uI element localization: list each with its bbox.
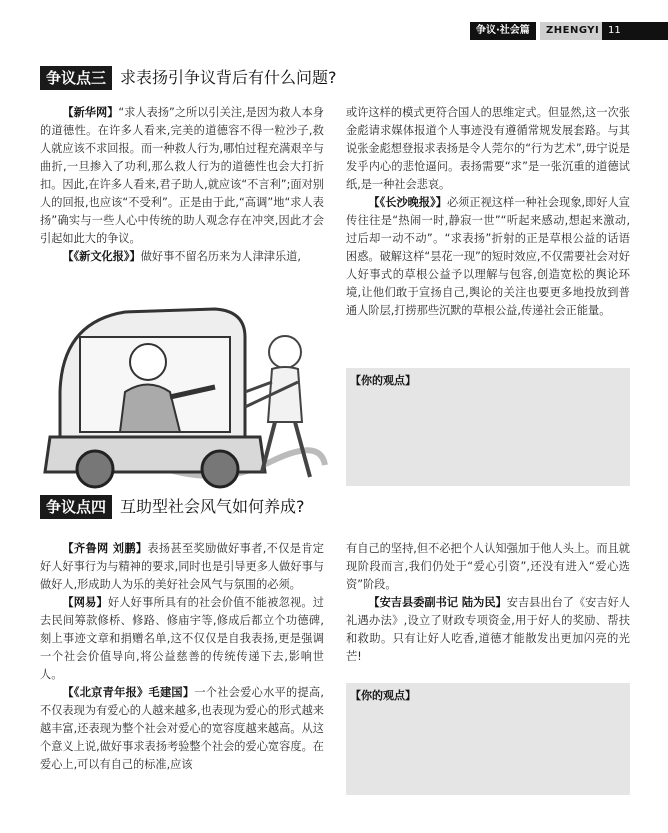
section3-label: 争议点三 — [40, 66, 112, 90]
section4-heading — [40, 495, 305, 519]
paragraph-text: 有自己的坚持,但不必把个人认知强加于他人头上。而且就现阶段而言,我们仍处于“爱心引资”,还没有进入“爱心选资”阶段。 — [346, 542, 630, 591]
paragraph — [40, 540, 324, 594]
paragraph-text: 一个社会爱心水平的提高,不仅表现为有爱心的人越来越多,也表现为爱心的形式越来越丰富,还表现为整个社会对爱心的宽容度越来越高。从这个意义上说,做好事求表扬考验整个社会的爱心宽容度。在爱心上,可以有自己的标准,应该 — [40, 686, 324, 771]
paragraph — [40, 104, 324, 248]
section3-title: 求表扬引争议背后有什么问题? — [120, 68, 337, 87]
source-label: 【《北京青年报》毛建国】 — [62, 686, 195, 699]
car-pushing-cartoon-icon — [40, 297, 330, 497]
cartoon-illustration — [40, 297, 330, 497]
source-label: 【齐鲁网 刘鹏】 — [62, 542, 148, 555]
page-header — [470, 22, 668, 40]
section4-right-column — [346, 540, 630, 666]
column-name: ZHENGYI — [540, 22, 605, 40]
paragraph — [346, 194, 630, 320]
column-tag: 争议·社会篇 — [470, 22, 536, 40]
paragraph-text: 或许这样的模式更符合国人的思维定式。但显然,这一次张金彪请求媒体报道个人事迹没有遵循常规发展套路。与其说张金彪想登报求表扬是令人莞尔的“行为艺术”,毋宁说是发乎内心的悲怆逼问。表扬需要“求”是一张沉重的道德试纸,是一种社会悲哀。 — [346, 106, 630, 191]
section3-left-column — [40, 104, 324, 266]
paragraph-text: “求人表扬”之所以引关注,是因为救人本身的道德性。在许多人看来,完美的道德容不得一粒沙子,救人就应该不求回报。而一种救人行为,哪怕过程充满艰辛与曲折,一旦掺入了功利,那么救人行为的道德性也会大打折扣。因此,在许多人看来,君子助人,就应该“不言利”;面对别人的回报,也应该“不受利”。正是由于此,“高调”地“求人表扬”确实与一些人心中传统的助人观念存在冲突,因此才会引起如此大的争议。 — [40, 106, 324, 245]
section4-left-column — [40, 540, 324, 774]
opinion-label: 【你的观点】 — [350, 374, 416, 387]
section4-title: 互助型社会风气如何养成? — [120, 497, 305, 516]
paragraph-text: 好人好事所具有的社会价值不能被忽视。过去民间筹款修桥、修路、修庙宇等,修成后都立个功德碑,刻上事迹文章和捐赠名单,这不仅仅是自我表扬,更是强调一个社会价值导向,将公益慈善的传统传递下去,影响世人。 — [40, 596, 324, 681]
paragraph-text: 安吉县出台了《安吉好人礼遇办法》,设立了财政专项资金,用于好人的奖励、帮扶和救助。只有让好人吃香,道德才能散发出更加闪亮的光芒! — [346, 596, 630, 663]
paragraph-text: 必须正视这样一种社会现象,即好人宣传往往是“热闹一时,静寂一世”“听起来感动,想起来激动,过后却一动不动”。“求表扬”折射的正是草根公益的话语困惑。破解这样“昙花一现”的短时效应,不仅需要社会对好人好事式的草根公益予以理解与包容,创造宽松的舆论环境,让他们敢于宣扬自己,舆论的关注也要更多地投放到普通人阶层,打捞那些沉默的草根公益,传递社会正能量。 — [346, 196, 630, 317]
paragraph-text: 做好事不留名历来为人津津乐道, — [140, 250, 301, 263]
section3-right-column — [346, 104, 630, 320]
paragraph — [40, 248, 324, 266]
source-label: 【新华网】 — [62, 106, 119, 119]
paragraph — [40, 594, 324, 684]
section4-opinion-box[interactable] — [346, 683, 630, 795]
source-label: 【安吉县委副书记 陆为民】 — [368, 596, 507, 609]
section4-label: 争议点四 — [40, 495, 112, 519]
paragraph — [346, 104, 630, 194]
paragraph — [346, 594, 630, 666]
opinion-label: 【你的观点】 — [350, 689, 416, 702]
source-label: 【网易】 — [62, 596, 108, 609]
source-label: 【《长沙晚报》】 — [368, 196, 447, 209]
section3-heading — [40, 66, 337, 90]
paragraph — [346, 540, 630, 594]
page-number-box — [602, 22, 668, 40]
source-label: 【《新文化报》】 — [62, 250, 141, 263]
page-number: 11 — [608, 25, 621, 36]
paragraph-text: 表扬甚至奖励做好事者,不仅是肯定好人好事行为与精神的要求,同时也是引导更多人做好事与做好人,形成助人为乐的美好社会风气与氛围的必须。 — [40, 542, 324, 591]
paragraph — [40, 684, 324, 774]
section3-opinion-box[interactable] — [346, 368, 630, 486]
